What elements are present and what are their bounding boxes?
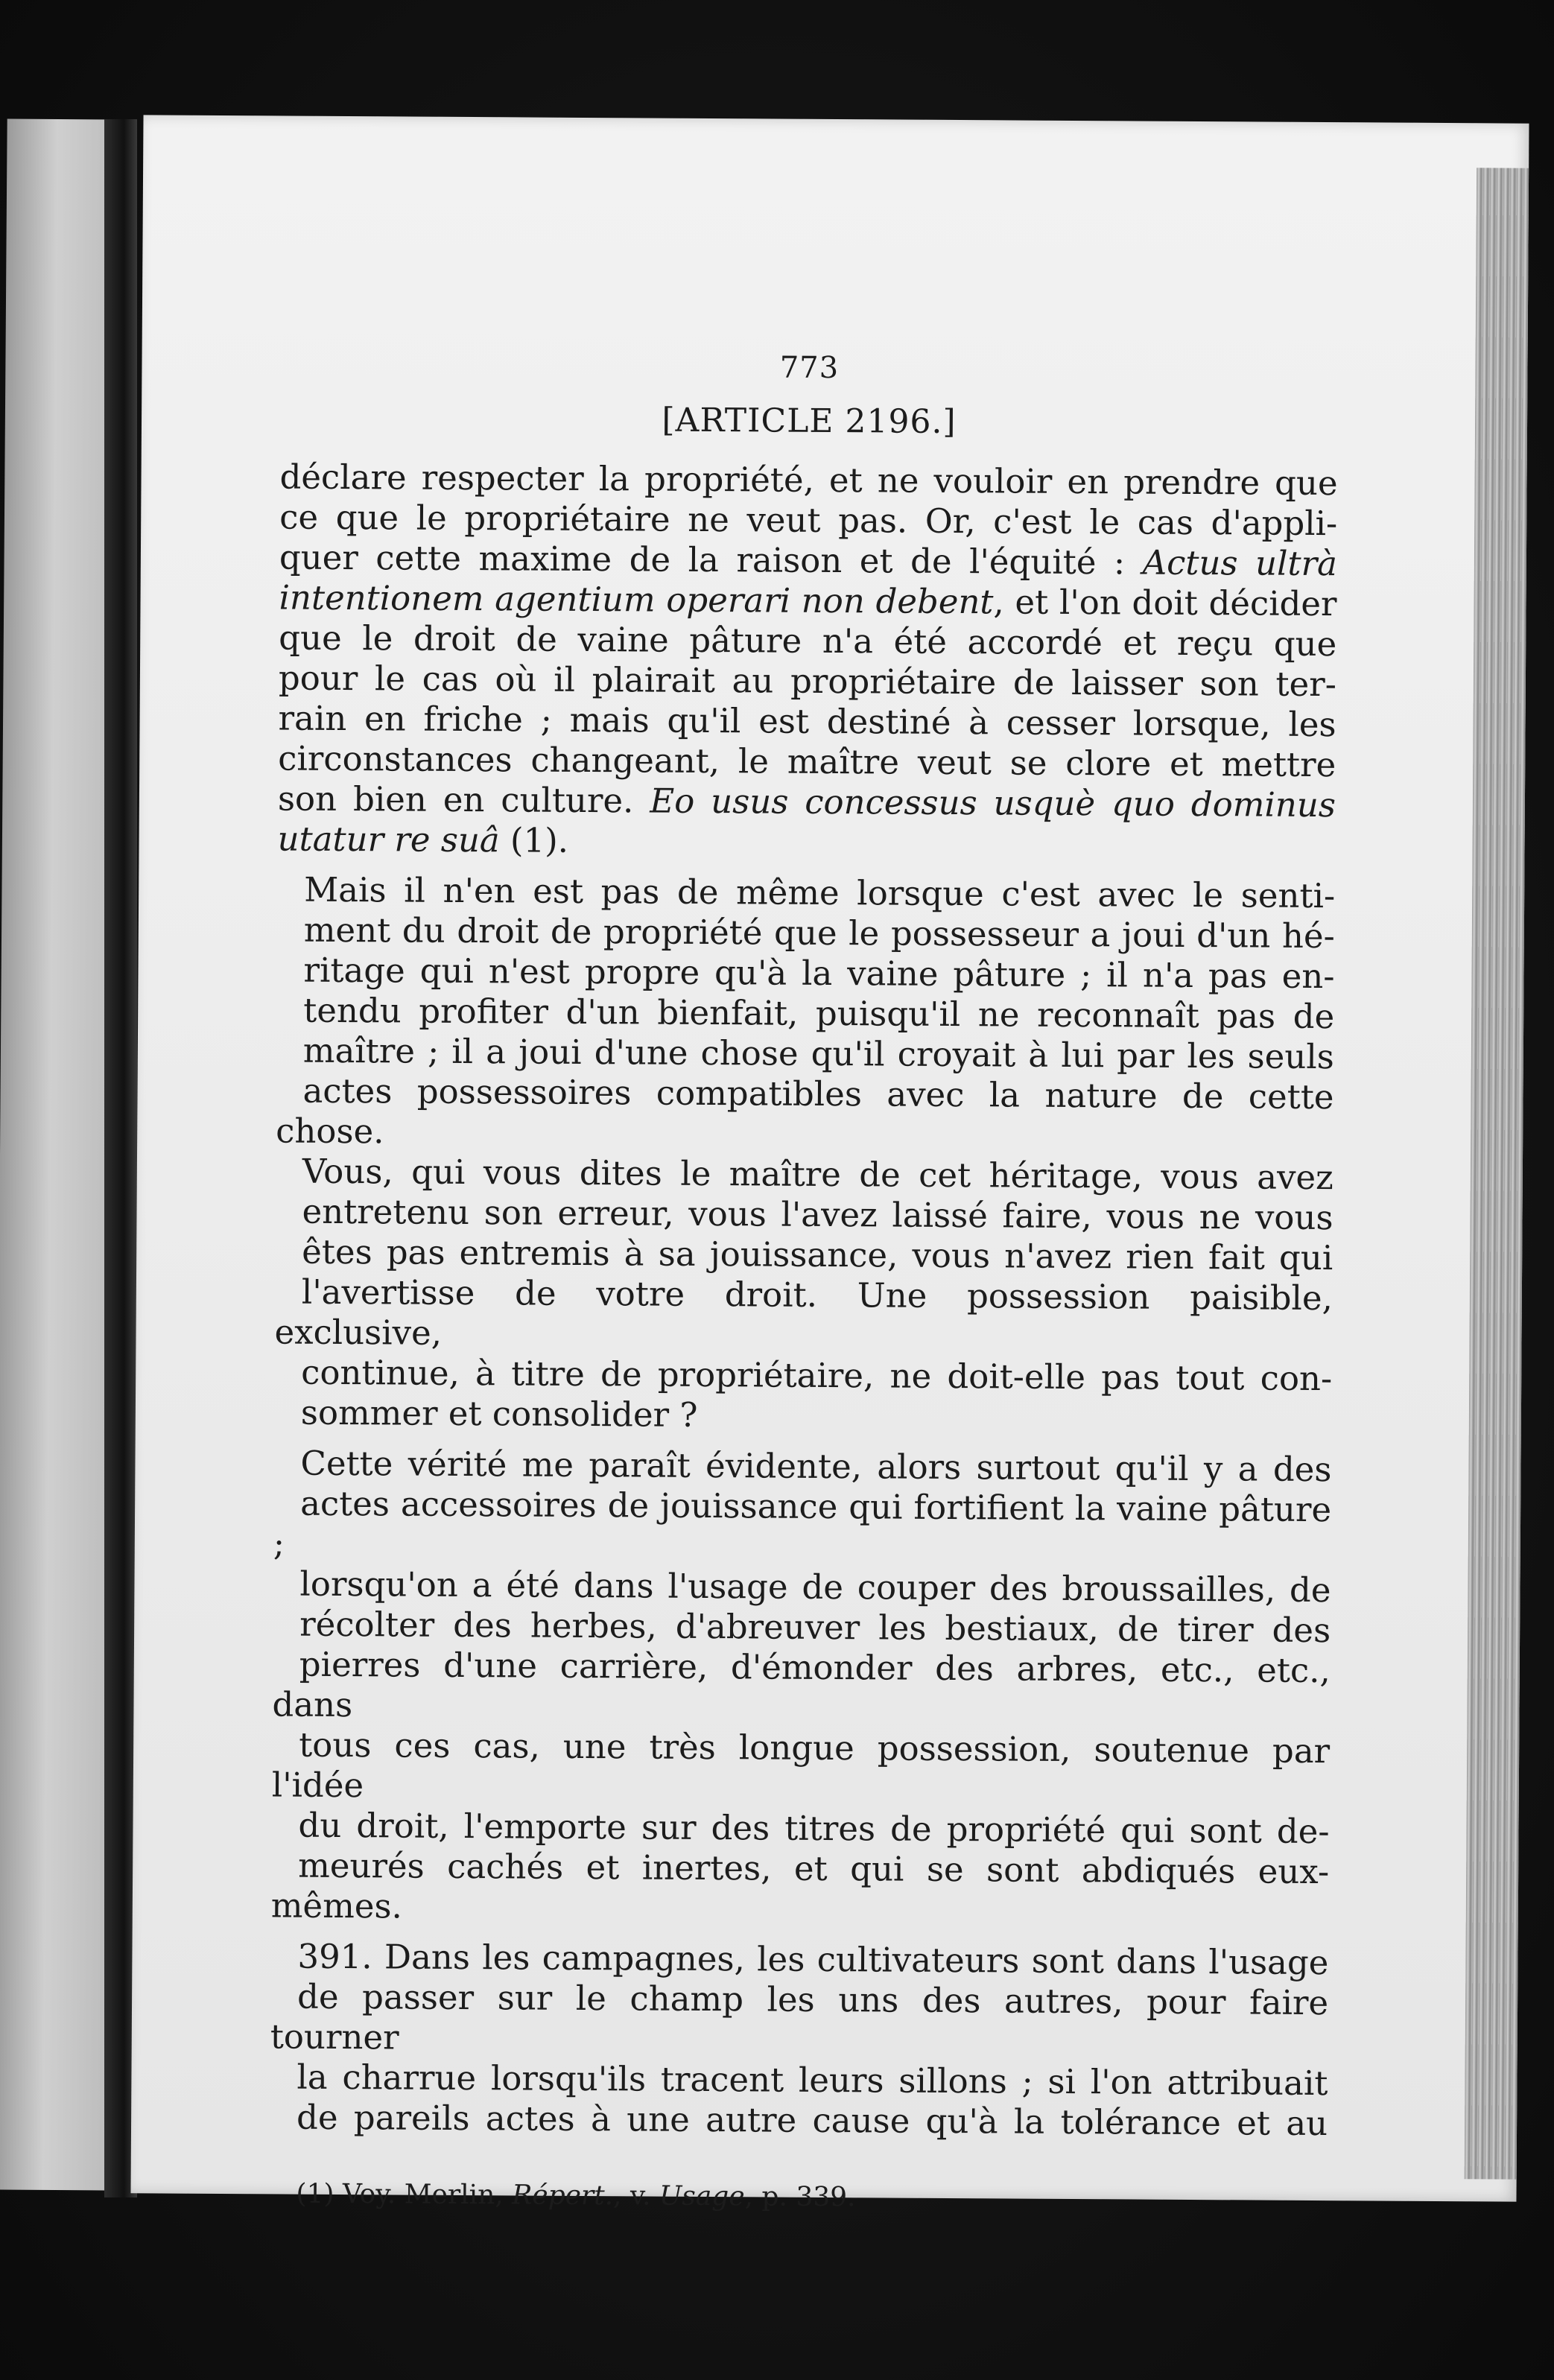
footnote-text: , p. 339. [744, 2181, 856, 2213]
text-line: Vous, qui vous dites le maître de cet héritage, vous avez [302, 1151, 1334, 1198]
text-line: êtes pas entremis à sa jouissance, vous n'avez rien fait qui [302, 1231, 1333, 1278]
text-line: de pareils actes à une autre cause qu'à la tolérance et au [296, 2097, 1328, 2144]
footnote-italic: Répert. [512, 2180, 614, 2212]
text-line [279, 537, 1337, 584]
text-line: l'avertisse de votre droit. Une possession paisible, exclusive, [274, 1272, 1333, 1353]
footnote-text: (1) Voy. Merlin, [296, 2178, 513, 2211]
paragraph-2 [274, 869, 1336, 1439]
text-line: tous ces cas, une très longue possession, soutenue par l'idée [271, 1724, 1331, 1806]
text-line: continue, à titre de propriétaire, ne doit-elle pas tout con- [301, 1352, 1333, 1399]
text-line: Cette vérité me paraît évidente, alors surtout qu'il y a des [300, 1443, 1332, 1490]
running-head: [ARTICLE 2196.] [662, 401, 957, 442]
text-line: rain en friche ; mais qu'il est destiné à cesser lorsque, les [278, 698, 1336, 745]
footnote-text: , v. [612, 2180, 660, 2212]
paragraph-1 [277, 457, 1337, 866]
text-line: lorsqu'on a été dans l'usage de couper des broussailles, de [299, 1564, 1331, 1611]
latin-maxim: Eo usus concessus usquè quo dominus [650, 781, 1336, 825]
text-line [278, 778, 1336, 825]
paragraph-3 [271, 1443, 1332, 1932]
text-line: la charrue lorsqu'ils tracent leurs sillons ; si l'on attribuait [296, 2057, 1328, 2104]
text-line: pour le cas où il plairait au propriétaire de laisser son ter- [278, 658, 1337, 705]
text-line: tendu profiter d'un bienfait, puisqu'il ne reconnaît pas de [303, 990, 1335, 1037]
text-line-segment: son bien en culture. [277, 778, 650, 821]
text-line: entretenu son erreur, vous l'avez laissé faire, vous ne vous [302, 1191, 1333, 1238]
latin-maxim: intentionem agentium operari non debent [279, 577, 994, 622]
text-line [279, 577, 1336, 624]
page-content [269, 346, 1338, 2217]
footnote-italic: Usage [659, 2180, 745, 2212]
latin-maxim: Actus ultrà [1142, 542, 1338, 584]
text-line: ment du droit de propriété que le possesseur a joui d'un hé- [303, 910, 1335, 956]
text-line: ritage qui n'est propre qu'à la vaine pâture ; il n'a pas en- [303, 950, 1335, 997]
text-line [277, 819, 1335, 866]
text-line: sommer et consolider ? [300, 1392, 698, 1435]
text-line: déclare respecter la propriété, et ne vouloir en prendre que [279, 457, 1338, 504]
previous-page-edge [0, 119, 119, 2191]
text-line: circonstances changeant, le maître veut se clore et mettre [278, 738, 1336, 785]
text-line: récolter des herbes, d'abreuver les bestiaux, de tirer des [299, 1604, 1331, 1651]
footnote-reference: (1). [499, 820, 569, 860]
text-line-segment: , et l'on doit décider [993, 582, 1337, 624]
latin-maxim: utatur re suâ [277, 819, 500, 860]
text-line: Mais il n'en est pas de même lorsque c'est avec le senti- [304, 869, 1336, 916]
text-line: pierres d'une carrière, d'émonder des arbres, etc., etc., dans [272, 1644, 1331, 1725]
book-page [130, 115, 1529, 2213]
text-line: 391. Dans les campagnes, les cultivateurs sont dans l'usage [297, 1936, 1329, 1983]
text-line: du droit, l'emporte sur des titres de propriété qui sont de- [298, 1805, 1330, 1852]
text-line: actes possessoires compatibles avec la nature de cette chose. [276, 1070, 1334, 1152]
text-line-segment: quer cette maxime de la raison et de l'équité : [279, 537, 1143, 583]
text-line: ce que le propriétaire ne veut pas. Or, c'est le cas d'appli- [279, 497, 1338, 544]
text-line: actes accessoires de jouissance qui fortifient la vaine pâture ; [273, 1483, 1332, 1564]
footnote [269, 2177, 1327, 2217]
page-number: 773 [779, 350, 840, 386]
text-line: meurés cachés et inertes, et qui se sont abdiqués eux-mêmes. [270, 1845, 1330, 1926]
text-line: maître ; il a joui d'une chose qu'il croyait à lui par les seuls [302, 1030, 1335, 1077]
text-line: que le droit de vaine pâture n'a été accordé et reçu que [279, 618, 1337, 664]
text-line: de passer sur le champ les uns des autres, pour faire tourner [270, 1976, 1329, 2057]
paragraph-4 [270, 1936, 1329, 2144]
